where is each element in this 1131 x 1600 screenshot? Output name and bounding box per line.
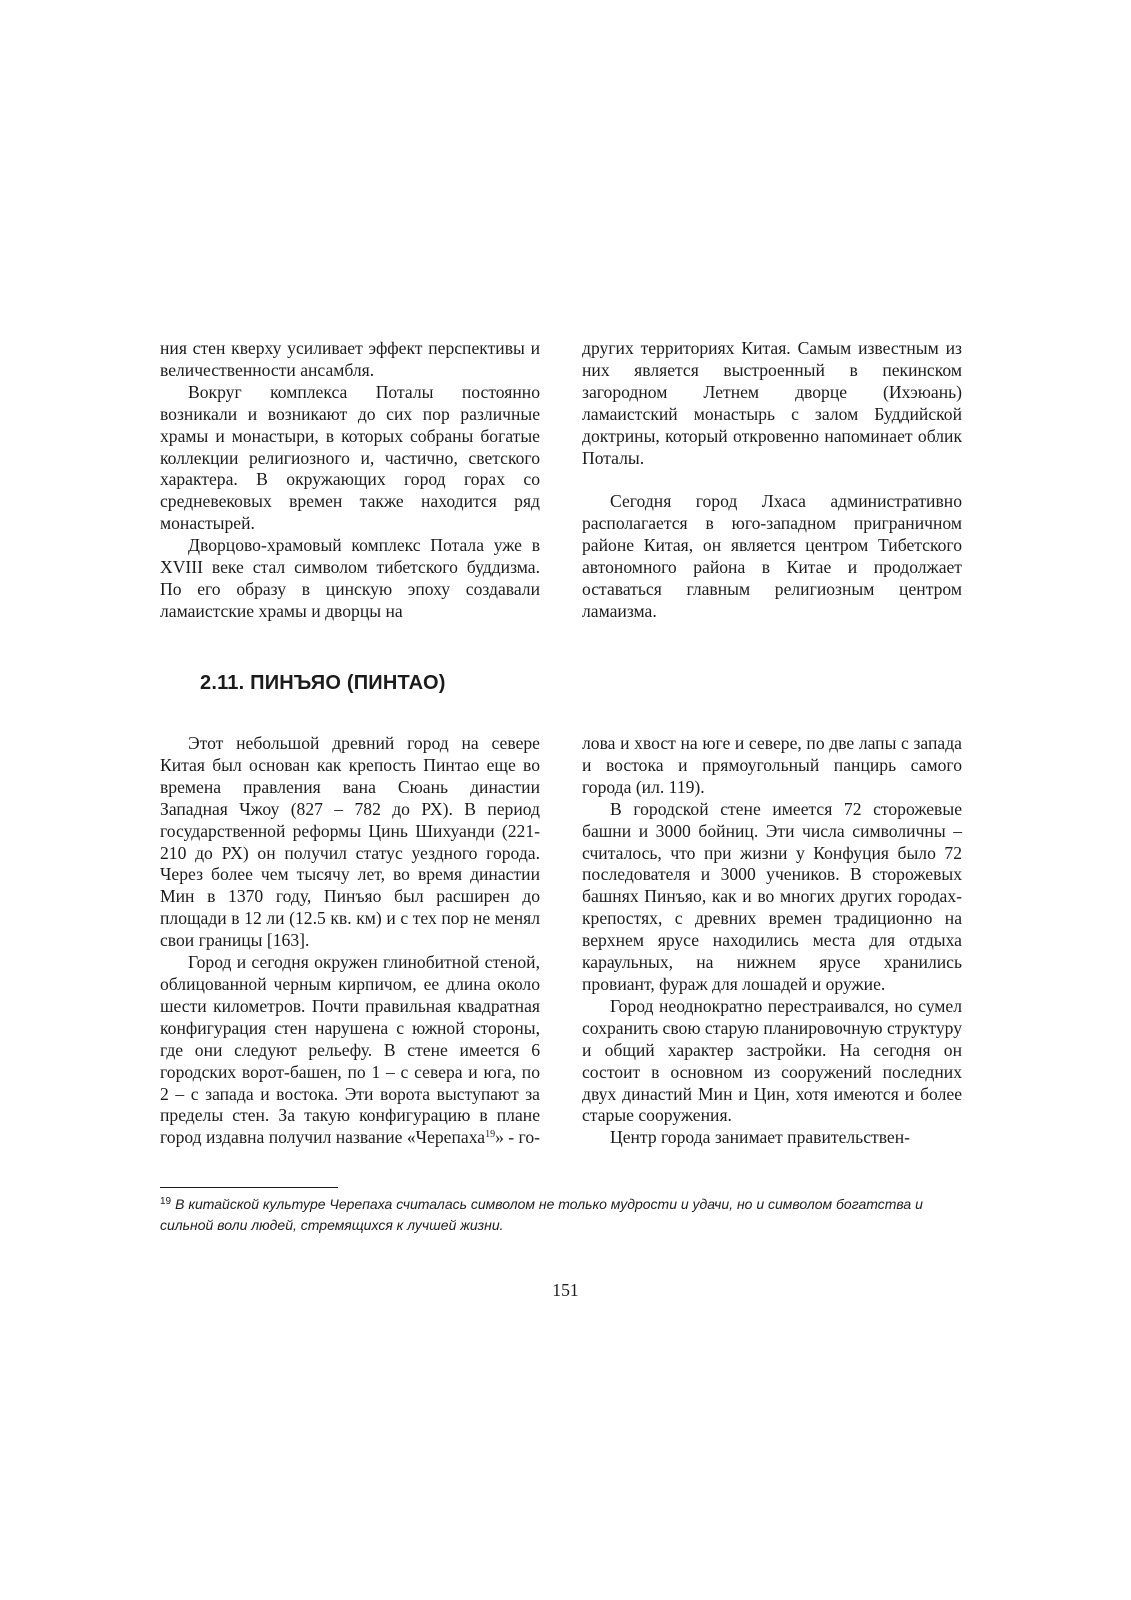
footnote-reference[interactable]: 19 bbox=[485, 1129, 496, 1141]
footnote-number: 19 bbox=[160, 1196, 172, 1207]
paragraph: Сегодня город Лхаса административно располагается в юго-западном приграничном районе Китая, он является центром Тибетского автономного района в Китае и продолжает оставаться главным религиозным центром ламаизма. bbox=[582, 491, 962, 621]
section-heading: 2.11. ПИНЪЯО (ПИНТАО) bbox=[200, 672, 446, 694]
footnote-divider bbox=[160, 1187, 338, 1188]
paragraph: Город неоднократно перестраивался, но сумел сохранить свою старую планировочную структуру и общий характер застройки. На сегодня он состоит в основном из сооружений последних двух династий Мин и Цин, хотя имеются и более старые сооружения. bbox=[582, 995, 962, 1126]
column-top-left bbox=[160, 338, 540, 623]
paragraph: ния стен кверху усиливает эффект перспективы и величественности ансамбля. bbox=[160, 338, 540, 380]
column-bottom-right bbox=[582, 733, 962, 1149]
paragraph: Дворцово-храмовый комплекс Потала уже в XVIII веке стал символом тибетского буддизма. По его образу в цинскую эпоху создавали ламаистские храмы и дворцы на bbox=[160, 535, 540, 621]
column-top-right bbox=[582, 338, 962, 623]
paragraph: других территориях Китая. Самым известным из них является выстроенный в пекинском загородном Летнем дворце (Ихэюань) ламаистский монастырь с залом Буддийской доктрины, который откровенно напоминает облик Поталы. bbox=[582, 338, 962, 468]
footnote-text: В китайской культуре Черепаха считалась символом не только мудрости и удачи, но и символом богатства и сильной воли людей, стремящихся к лучшей жизни. bbox=[160, 1196, 923, 1233]
paragraph bbox=[160, 952, 540, 1149]
paragraph-text: Город и сегодня окружен глинобитной стеной, облицованной черным кирпичом, ее длина около шести километров. Почти правильная квадратная конфигурация стен нарушена с южной стороны, где они следуют рельефу. В стене имеется 6 городских ворот-башен, по 1 – с севера и юга, по 2 – с запада и востока. Эти ворота выступают за пределы стен. За такую конфигурацию в плане город издавна получил название «Черепаха bbox=[160, 952, 540, 1148]
footnote bbox=[160, 1194, 960, 1236]
page-number: 151 bbox=[552, 1280, 579, 1300]
paragraph: Вокруг комплекса Поталы постоянно возникали и возникают до сих пор различные храмы и монастыри, в которых собраны богатые коллекции религиозного и, частично, светского характера. В окружающих город горах со средневековых времен также находится ряд монастырей. bbox=[160, 381, 540, 534]
paragraph: В городской стене имеется 72 сторожевые башни и 3000 бойниц. Эти числа символичны – считалось, что при жизни у Конфуция было 72 последователя и 3000 учеников. В сторожевых башнях Пинъяо, как и во многих других городах-крепостях, с древних времен традиционно на верхнем ярусе находились места для отдыха караульных, на нижнем ярусе хранились провиант, фураж для лошадей и оружие. bbox=[582, 798, 962, 994]
paragraph: Этот небольшой древний город на севере Китая был основан как крепость Пинтао еще во времена правления вана Сюань династии Западная Чжоу (827 – 782 до РХ). В период государственной реформы Цинь Шихуанди (221-210 до РХ) он получил статус уездного города. Через более чем тысячу лет, во время династии Мин в 1370 году, Пинъяо был расширен до площади в 12 ли (12.5 кв. км) и с тех пор не менял свои границы [163]. bbox=[160, 733, 540, 951]
paragraph: лова и хвост на юге и севере, по две лапы с запада и востока и прямоугольный панцирь самого города (ил. 119). bbox=[582, 733, 962, 797]
paragraph: Центр города занимает правительствен- bbox=[610, 1127, 910, 1148]
paragraph-text: » - го- bbox=[495, 1127, 540, 1148]
column-bottom-left bbox=[160, 733, 540, 1149]
